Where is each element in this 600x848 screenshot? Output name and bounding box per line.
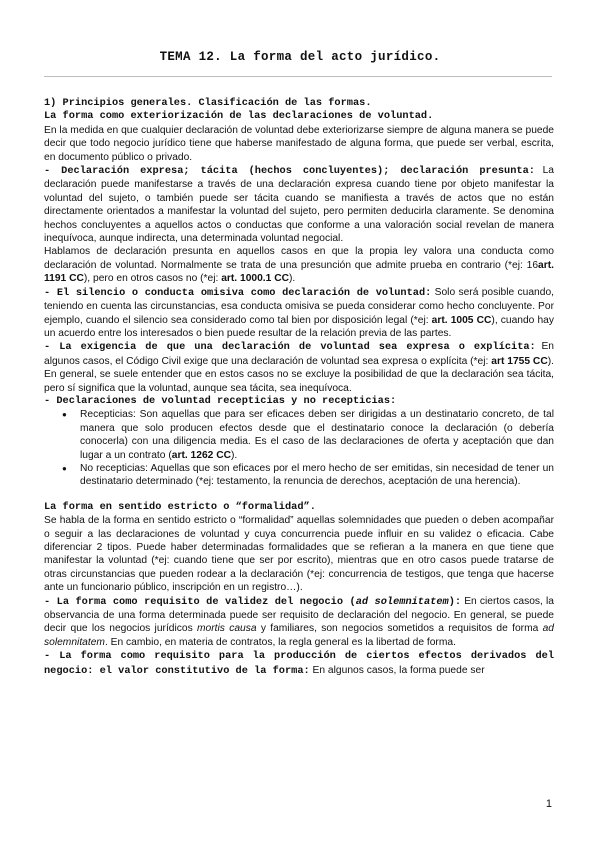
- paragraph-formalidad: Se habla de la forma en sentido estricto o “formalidad” aquellas solemnidades que pueden o deben acompañar o seguir a las declaraciones de voluntad y cuya concurrencia puede influir en su validez o eficacia. Cabe diferenciar 2 tipos. Puede haber determinadas formalidades que se refieran a la manera en que tiene que manifestar la voluntad (*ej: cuando tiene que ser por escrito), mientras que en otro casos puede tratarse de otras circunstancias que pueden rodear a la declaración (*ej: concurrencia de testigos, que tenga que hacerse ante un funcionario público, inscripción en un registro…).: [44, 515, 554, 594]
- item-text: ), pero en otros casos no (*ej:: [83, 273, 222, 285]
- italic-term: ad solemnitatem: [44, 623, 554, 648]
- item-text: Solo será posible cuando, teniendo en cuenta las circunstancias, esa conducta omisiva se pueda considerar como hecho concluyente. Por ejemplo, cuando el silencio sea considerado como tal bien por disposición legal (*ej:: [44, 286, 555, 326]
- paragraph-declaracion-expresa: [44, 164, 554, 245]
- item-text: . En cambio, en materia de contratos, la regla general es la libertad de forma.: [104, 636, 456, 648]
- heading-italic: ad solemnitatem: [355, 595, 449, 608]
- paragraph-ad-solemnitatem: [44, 595, 554, 650]
- list-item: ● No recepticias: Aquellas que son eficaces por el mero hecho de ser emitidas, sin necesidad de tener un destinatario determinado (*ej: testamento, la renuncia de derechos, aceptación de una herencia).: [44, 462, 554, 489]
- page-number: 1: [545, 798, 552, 810]
- item-text: ). En general, se suele entender que en estos casos no se excluye la posibilidad de que la declaración sea tácita, pero sí significa que la voluntad, aunque sea tácita, sea inequívoca.: [44, 355, 555, 394]
- heading-part: - La forma como requisito de validez del negocio (: [44, 595, 356, 608]
- item-text: y familiares, son negocios sometidos a requisitos de forma: [256, 623, 543, 635]
- item-text: ).: [231, 449, 238, 461]
- italic-term: mortis causa: [197, 623, 257, 635]
- title-divider: [44, 76, 552, 77]
- item-text: En algunos casos, la forma puede ser: [309, 664, 485, 676]
- item-text: ), cuando hay un acuerdo entre los interesados o bien puede resultar de la relación previa de las partes.: [44, 314, 554, 339]
- paragraph-declaracion-presunta: [44, 245, 554, 285]
- subheading-formalidad: La forma en sentido estricto o “formalidad”.: [44, 500, 316, 513]
- item-heading: - El silencio o conducta omisiva como declaración de voluntad:: [44, 286, 432, 299]
- item-heading: [44, 596, 461, 608]
- heading-part: ):: [448, 595, 462, 608]
- paragraph-valor-constitutivo: [44, 649, 554, 678]
- page-title: TEMA 12. La forma del acto jurídico.: [159, 50, 441, 64]
- item-text: Hablamos de declaración presunta en aquellos casos en que la propia ley valora una conducta como declaración de voluntad. Normalmente se trata de una presunción que admite prueba en contrario (*ej: 16: [44, 246, 554, 271]
- item-heading: - La forma como requisito para la producción de ciertos efectos derivados del negocio: el valor constitutivo de la forma:: [44, 650, 554, 677]
- item-text: En algunos casos, el Código Civil exige que una declaración de voluntad sea expresa o explícita (*ej:: [44, 341, 554, 367]
- article-reference: art. 1191 CC: [44, 259, 554, 285]
- item-text: Recepticias: Son aquellas que para ser eficaces deben ser dirigidas a un destinatario concreto, de tal manera que solo producen efectos desde que el destinatario conoce la declaración (o debería conocerla) con una diligencia media. Es el caso de las declaraciones de oferta y aceptación que dan lugar a un contrato (: [80, 409, 554, 461]
- item-text: En ciertos casos, la observancia de una forma determinada puede ser requisito de declaración del negocio. En general, se puede decir que los negocios jurídicos: [44, 595, 554, 635]
- article-reference: art. 1262 CC: [171, 449, 232, 461]
- item-text: La declaración puede manifestarse a través de una declaración expresa cuando tiene por objeto manifestar la voluntad del sujeto, o también puede ser tácita cuando se manifiesta a través de actos que no están directamente orientados a manifestar la voluntad del sujeto, pero permiten deducirla claramente. Se denomina hechos concluyentes a aquellos actos o conductas que conforme a una valoración social revelan de manera inequívoca, aunque indirecta, una determinada voluntad negocial.: [44, 165, 554, 245]
- list-item: [44, 408, 554, 462]
- article-reference: art. 1000.1 CC: [221, 273, 290, 285]
- article-reference: art 1755 CC: [491, 355, 548, 367]
- paragraph-expresa-explicita: [44, 340, 554, 395]
- paragraph-silencio: [44, 286, 554, 341]
- item-heading: - Declaración expresa; tácita (hechos concluyentes); declaración presunta:: [44, 165, 535, 178]
- document-body: [44, 97, 554, 678]
- subheading-exteriorizacion: La forma como exteriorización de las declaraciones de voluntad.: [44, 110, 434, 123]
- item-heading-recepticias: - Declaraciones de voluntad recepticias y no recepticias:: [44, 394, 397, 407]
- item-heading: - La exigencia de que una declaración de voluntad sea expresa o explícita:: [44, 341, 536, 354]
- section-heading: 1) Principios generales. Clasificación de las formas.: [44, 97, 372, 109]
- bullet-list: [44, 408, 554, 488]
- article-reference: art. 1005 CC: [431, 314, 492, 326]
- item-text: ).: [289, 273, 296, 285]
- paragraph-intro: En la medida en que cualquier declaración de voluntad debe exteriorizarse siempre de alguna manera se puede decir que todo negocio jurídico tiene que haberse manifestado de alguna forma, que puede ser verbal, escrita, en documento público o privado.: [44, 124, 554, 163]
